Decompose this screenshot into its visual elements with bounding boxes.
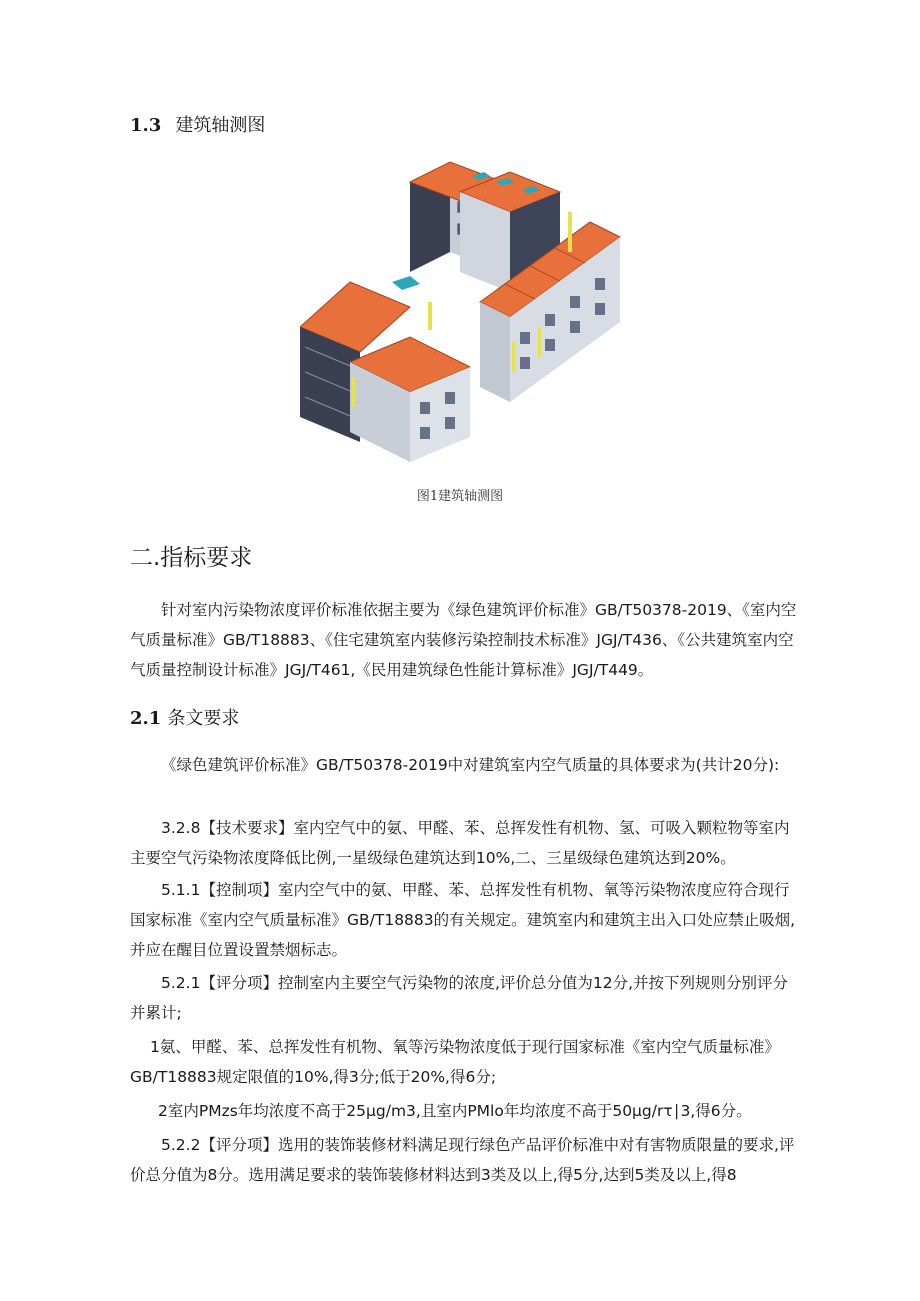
clause-5-2-1-item-1: 1氨、甲醛、苯、总挥发性有机物、氧等污染物浓度低于现行国家标准《室内空气质量标准》GB/T18883规定限值的10%,得3分;低于20%,得6分; [130,1038,780,1086]
section-number: 2.1 [130,708,162,729]
section-heading-2: 二.指标要求 [130,545,253,571]
figure-caption: 图1建筑轴测图 [416,489,504,504]
section-title: 建筑轴测图 [175,115,266,136]
clause-lead-paragraph: 《绿色建筑评价标准》GB/T50378-2019中对建筑室内空气质量的具体要求为(共计20分): [161,756,780,774]
clause-3-2-8: 3.2.8【技术要求】室内空气中的氨、甲醛、苯、总挥发性有机物、氢、可吸入颗粒物等室内主要空气污染物浓度降低比例,一星级绿色建筑达到10%,二、三星级绿色建筑达到20%。 [130,819,790,867]
front-block [300,276,470,462]
section-heading-1-3 [130,114,265,138]
clause-5-2-1-item-2: 2室内PMzs年均浓度不高于25μg∕m3,且室内PMlo年均浓度不高于50μg∕rτ∣3,得6分。 [158,1102,752,1120]
intro-paragraph: 针对室内污染物浓度评价标准依据主要为《绿色建筑评价标准》GB/T50378-2019、《室内空气质量标准》GB/T18883、《住宅建筑室内装修污染控制技术标准》JGJ/T436、《公共建筑室内空气质量控制设计标准》JGJ/T461,《民用建筑绿色性能计算标准》JGJ/T449。 [130,601,797,679]
section-heading-2-1 [130,706,239,732]
building-axonometric-figure [300,152,625,467]
clause-5-2-1: 5.2.1【评分项】控制室内主要空气污染物的浓度,评价总分值为12分,并按下列规则分别评分并累计; [130,974,789,1022]
section-title: 条文要求 [167,708,240,729]
clause-5-1-1: 5.1.1【控制项】室内空气中的氨、甲醛、苯、总挥发性有机物、氧等污染物浓度应符合现行国家标准《室内空气质量标准》GB/T18883的有关规定。建筑室内和建筑主出入口处应禁止吸烟,并应在醒目位置设置禁烟标志。 [130,881,796,959]
section-number: 1.3 [130,115,162,136]
clause-5-2-2: 5.2.2【评分项】选用的装饰装修材料满足现行绿色产品评价标准中对有害物质限量的要求,评价总分值为8分。选用满足要求的装饰装修材料达到3类及以上,得5分,达到5类及以上,得8 [130,1136,795,1184]
